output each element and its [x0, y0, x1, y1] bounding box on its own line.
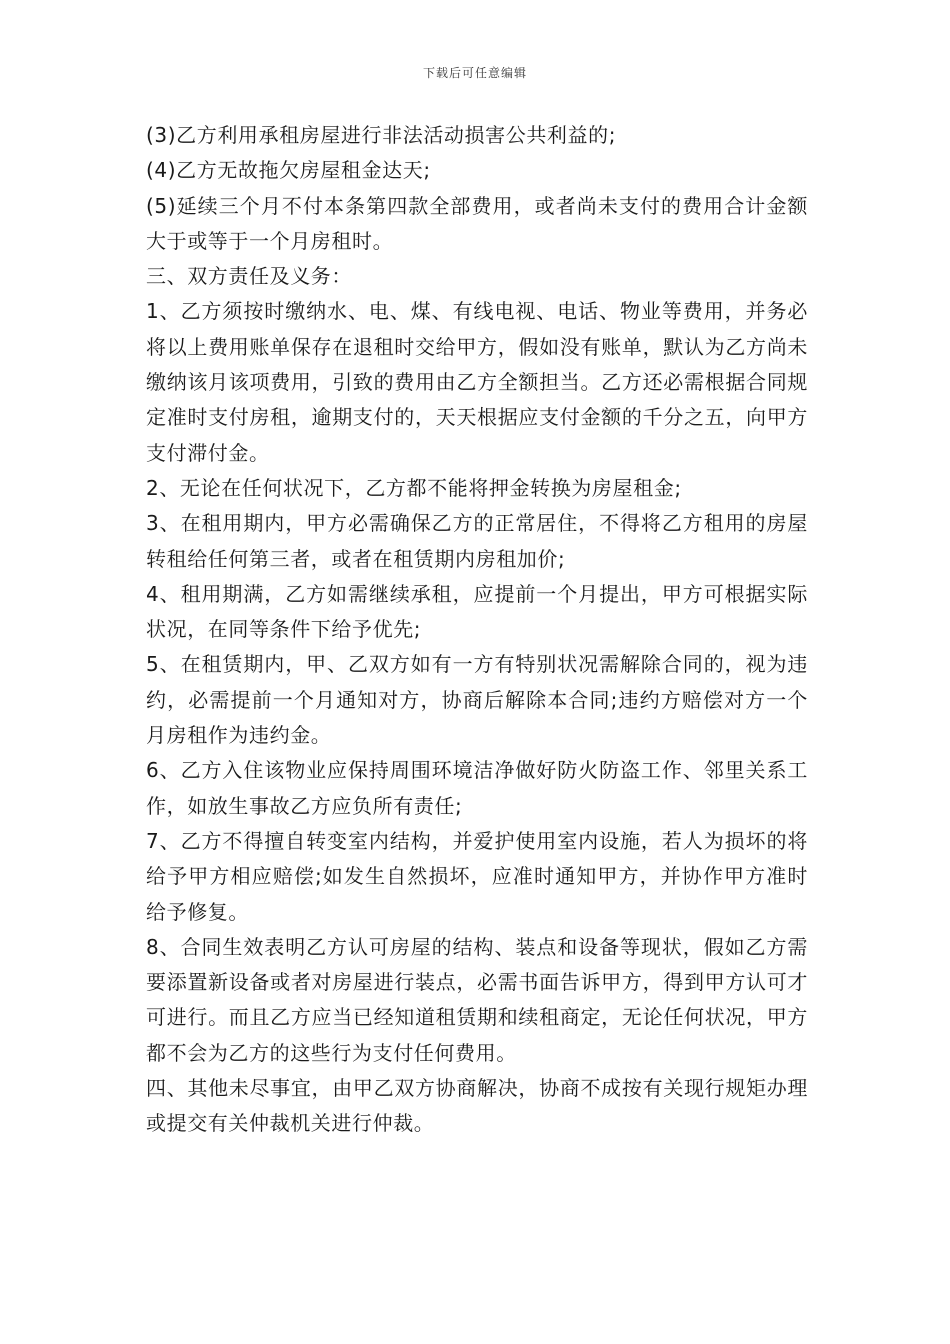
duty-item-3: 3、在租用期内，甲方必需确保乙方的正常居住，不得将乙方租用的房屋转租给任何第三者，或者在租赁期内房租加价; [146, 511, 808, 571]
document-body [146, 118, 808, 1142]
duty-item-4: 4、租用期满，乙方如需继续承租，应提前一个月提出，甲方可根据实际状况，在同等条件下给予优先; [146, 581, 808, 642]
clause-5: (5)延续三个月不付本条第四款全部费用，或者尚未支付的费用合计金额大于或等于一个月房租时。 [146, 193, 808, 253]
clause-3: (3)乙方利用承租房屋进行非法活动损害公共利益的; [146, 123, 617, 147]
section-other-matters: 四、其他未尽事宜，由甲乙双方协商解决，协商不成按有关现行规矩办理或提交有关仲裁机关进行仲裁。 [146, 1076, 808, 1136]
duty-item-5: 5、在租赁期内，甲、乙双方如有一方有特别状况需解除合同的，视为违约，必需提前一个月通知对方，协商后解除本合同;违约方赔偿对方一个月房租作为违约金。 [146, 652, 808, 748]
duty-item-8: 8、合同生效表明乙方认可房屋的结构、装点和设备等现状，假如乙方需要添置新设备或者对房屋进行装点，必需书面告诉甲方，得到甲方认可才可进行。而且乙方应当已经知道租赁期和续租商定，无论任何状况，甲方都不会为乙方的这些行为支付任何费用。 [146, 934, 808, 1065]
duty-item-1: 1、乙方须按时缴纳水、电、煤、有线电视、电话、物业等费用，并务必将以上费用账单保存在退租时交给甲方，假如没有账单，默认为乙方尚未缴纳该月该项费用，引致的费用由乙方全额担当。乙方还必需根据合同规定准时支付房租，逾期支付的，天天根据应支付金额的千分之五，向甲方支付滞付金。 [146, 299, 808, 465]
page-header: 下载后可任意编辑 [422, 66, 527, 80]
duty-item-2: 2、无论在任何状况下，乙方都不能将押金转换为房屋租金; [146, 475, 682, 500]
clause-4: (4)乙方无故拖欠房屋租金达天; [146, 158, 431, 183]
section-heading-responsibilities: 三、双方责任及义务： [146, 264, 352, 289]
duty-item-6: 6、乙方入住该物业应保持周围环境洁净做好防火防盗工作、邻里关系工作，如放生事故乙方应负所有责任; [146, 758, 808, 818]
duty-item-7: 7、乙方不得擅自转变室内结构，并爱护使用室内设施，若人为损坏的将给予甲方相应赔偿;如发生自然损坏，应准时通知甲方，并协作甲方准时给予修复。 [146, 828, 808, 924]
